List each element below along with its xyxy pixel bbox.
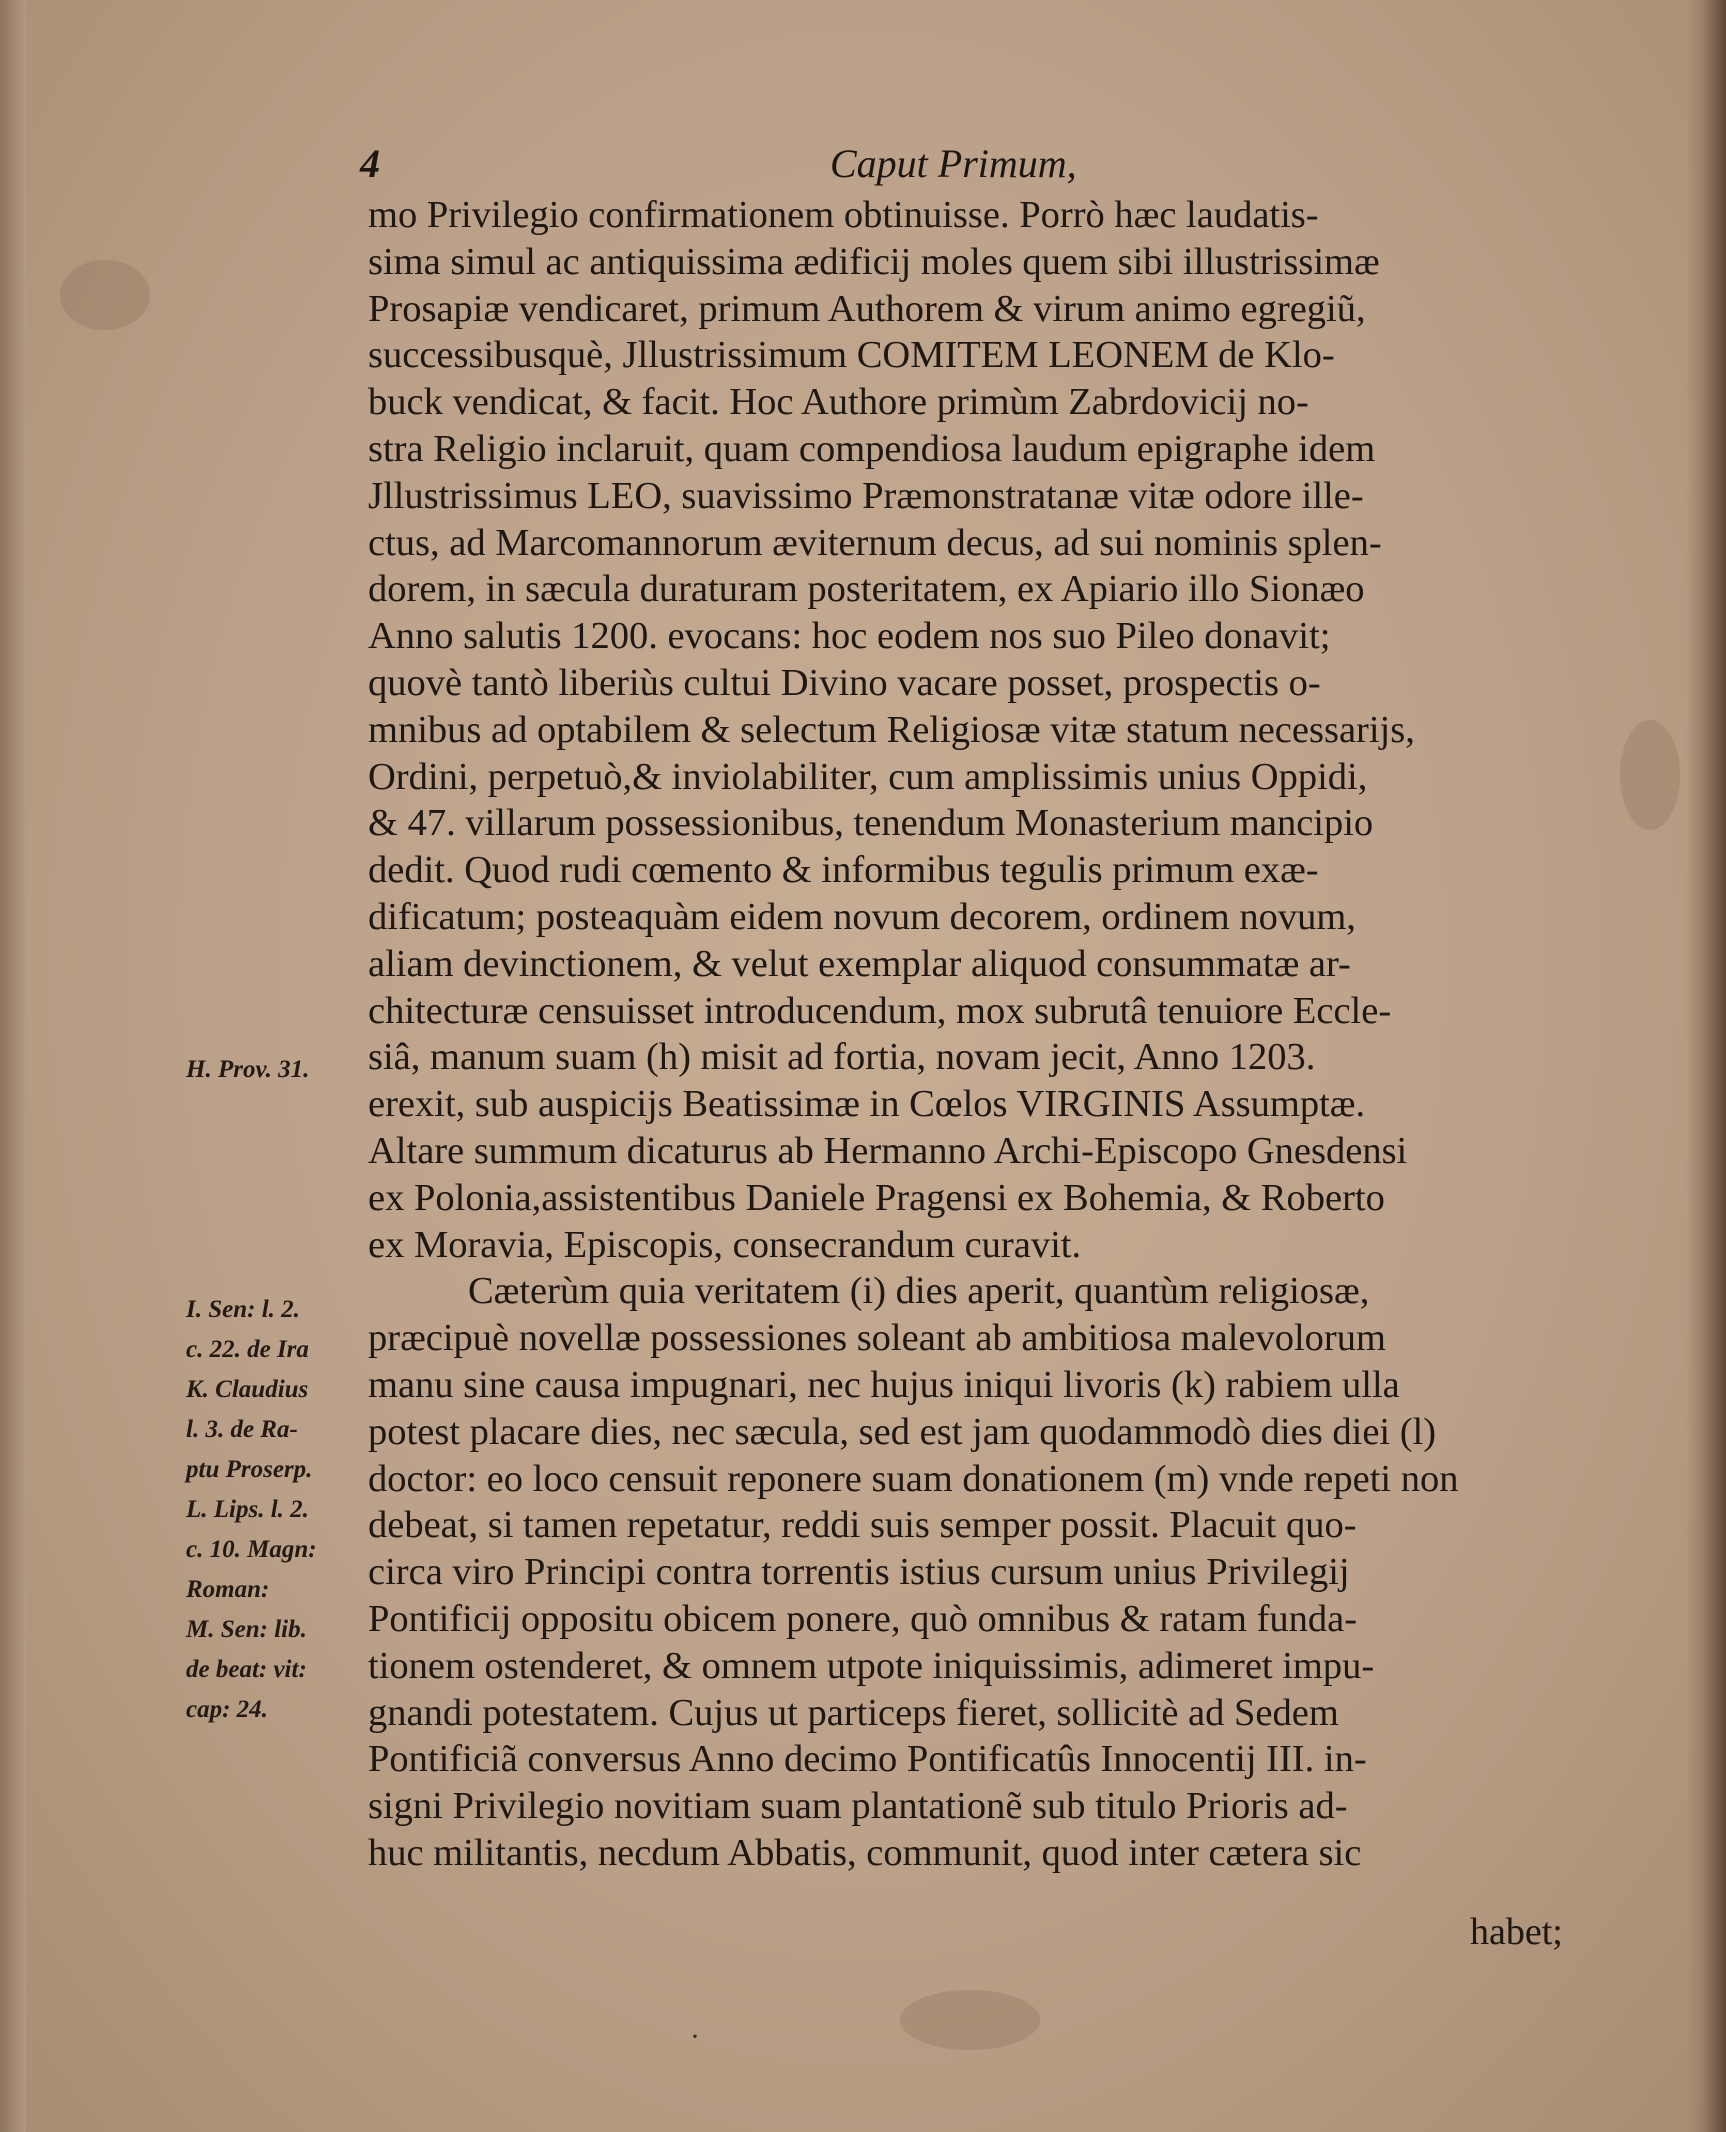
paper-stain	[1620, 720, 1680, 830]
text-line: Jllustrissimus LEO, suavissimo Præmonstratanæ vitæ odore ille-	[368, 474, 1364, 517]
text-line: potest placare dies, nec sæcula, sed est jam quodammodò dies diei (l)	[368, 1410, 1437, 1453]
text-line: debeat, si tamen repetatur, reddi suis semper possit. Placuit quo-	[368, 1504, 1357, 1547]
text-line: siâ, manum suam (h) misit ad fortia, novam jecit, Anno 1203.	[368, 1036, 1316, 1079]
text-line: quovè tantò liberiùs cultui Divino vacare posset, prospectis o-	[368, 661, 1321, 704]
margin-note: Roman:	[186, 1576, 270, 1603]
text-line: aliam devinctionem, & velut exemplar aliquod consummatæ ar-	[368, 942, 1351, 985]
text-line: Ordini, perpetuò,& inviolabiliter, cum amplissimis unius Oppidi,	[368, 755, 1368, 798]
text-line: signi Privilegio novitiam suam plantationẽ sub titulo Prioris ad-	[368, 1785, 1348, 1828]
margin-note: M. Sen: lib.	[186, 1616, 307, 1643]
text-line: Altare summum dicaturus ab Hermanno Archi-Episcopo Gnesdensi	[368, 1129, 1408, 1172]
page-header	[360, 140, 1160, 190]
paper-stain	[60, 260, 150, 330]
body-text	[368, 192, 1608, 1877]
text-line: circa viro Principi contra torrentis istius cursum unius Privilegij	[368, 1551, 1350, 1594]
text-line: & 47. villarum possessionibus, tenendum Monasterium mancipio	[368, 802, 1374, 845]
page-left-edge	[0, 0, 26, 2132]
paper-stain	[900, 1990, 1040, 2050]
margin-note: de beat: vit:	[186, 1656, 307, 1683]
text-line: tionem ostenderet, & omnem utpote iniquissimis, adimeret impu-	[368, 1644, 1375, 1687]
text-line: mnibus ad optabilem & selectum Religiosæ vitæ statum necessarijs,	[368, 708, 1415, 751]
text-line: dorem, in sæcula duraturam posteritatem, ex Apiario illo Sionæo	[368, 568, 1365, 611]
text-line: præcipuè novellæ possessiones soleant ab ambitiosa malevolorum	[368, 1317, 1386, 1360]
text-line: mo Privilegio confirmationem obtinuisse. Porrò hæc laudatis-	[368, 194, 1319, 236]
text-line: Prosapiæ vendicaret, primum Authorem & virum animo egregiũ,	[368, 287, 1366, 330]
margin-note: l. 3. de Ra-	[186, 1416, 298, 1443]
margin-note: K. Claudius	[186, 1376, 309, 1403]
text-line: stra Religio inclaruit, quam compendiosa laudum epigraphe idem	[368, 427, 1376, 470]
margin-note: c. 22. de Ira	[186, 1336, 309, 1363]
text-line: buck vendicat, & facit. Hoc Authore primùm Zabrdovicij no-	[368, 381, 1309, 424]
text-line: Cæterùm quia veritatem (i) dies aperit, quantùm religiosæ,	[468, 1270, 1370, 1313]
text-line: chitecturæ censuisset introducendum, mox subrutâ tenuiore Eccle-	[368, 989, 1392, 1032]
text-line: manu sine causa impugnari, nec hujus iniqui livoris (k) rabiem ulla	[368, 1363, 1400, 1406]
page-right-edge	[1686, 0, 1726, 2132]
text-line: dificatum; posteaquàm eidem novum decorem, ordinem novum,	[368, 895, 1356, 938]
text-line: huc militantis, necdum Abbatis, communit, quod inter cætera sic	[368, 1831, 1362, 1874]
text-line: Anno salutis 1200. evocans: hoc eodem nos suo Pileo donavit;	[368, 615, 1331, 658]
text-line: ex Polonia,assistentibus Daniele Pragensi ex Bohemia, & Roberto	[368, 1176, 1385, 1219]
text-line: doctor: eo loco censuit reponere suam donationem (m) vnde repeti non	[368, 1457, 1459, 1500]
margin-note: ptu Proserp.	[186, 1456, 313, 1483]
margin-note-h	[186, 1050, 386, 1090]
margin-notes	[186, 1290, 386, 1730]
text-line: dedit. Quod rudi cœmento & informibus tegulis primum exæ-	[368, 849, 1319, 892]
margin-note: I. Sen: l. 2.	[186, 1296, 300, 1323]
text-line: successibusquè, Jllustrissimum COMITEM LEONEM de Klo-	[368, 334, 1335, 377]
text-line: Pontificij oppositu obicem ponere, quò omnibus & ratam funda-	[368, 1597, 1358, 1640]
printer-dot: ·	[690, 2020, 700, 2053]
catchword: habet;	[1470, 1911, 1563, 1953]
margin-note: H. Prov. 31.	[186, 1056, 310, 1083]
text-line: Pontificiã conversus Anno decimo Pontificatûs Innocentij III. in-	[368, 1738, 1367, 1781]
page-number: 4	[360, 141, 380, 186]
text-line: gnandi potestatem. Cujus ut particeps fieret, sollicitè ad Sedem	[368, 1691, 1339, 1734]
text-line: erexit, sub auspicijs Beatissimæ in Cœlos VIRGINIS Assumptæ.	[368, 1083, 1366, 1126]
running-head: Caput Primum,	[830, 141, 1077, 186]
text-line: ex Moravia, Episcopis, consecrandum curavit.	[368, 1223, 1082, 1266]
text-line: ctus, ad Marcomannorum æviternum decus, ad sui nominis splen-	[368, 521, 1382, 564]
margin-note: c. 10. Magn:	[186, 1536, 317, 1563]
margin-note: L. Lips. l. 2.	[186, 1496, 309, 1523]
text-line: sima simul ac antiquissima ædificij moles quem sibi illustrissimæ	[368, 240, 1380, 283]
margin-note: cap: 24.	[186, 1696, 268, 1723]
